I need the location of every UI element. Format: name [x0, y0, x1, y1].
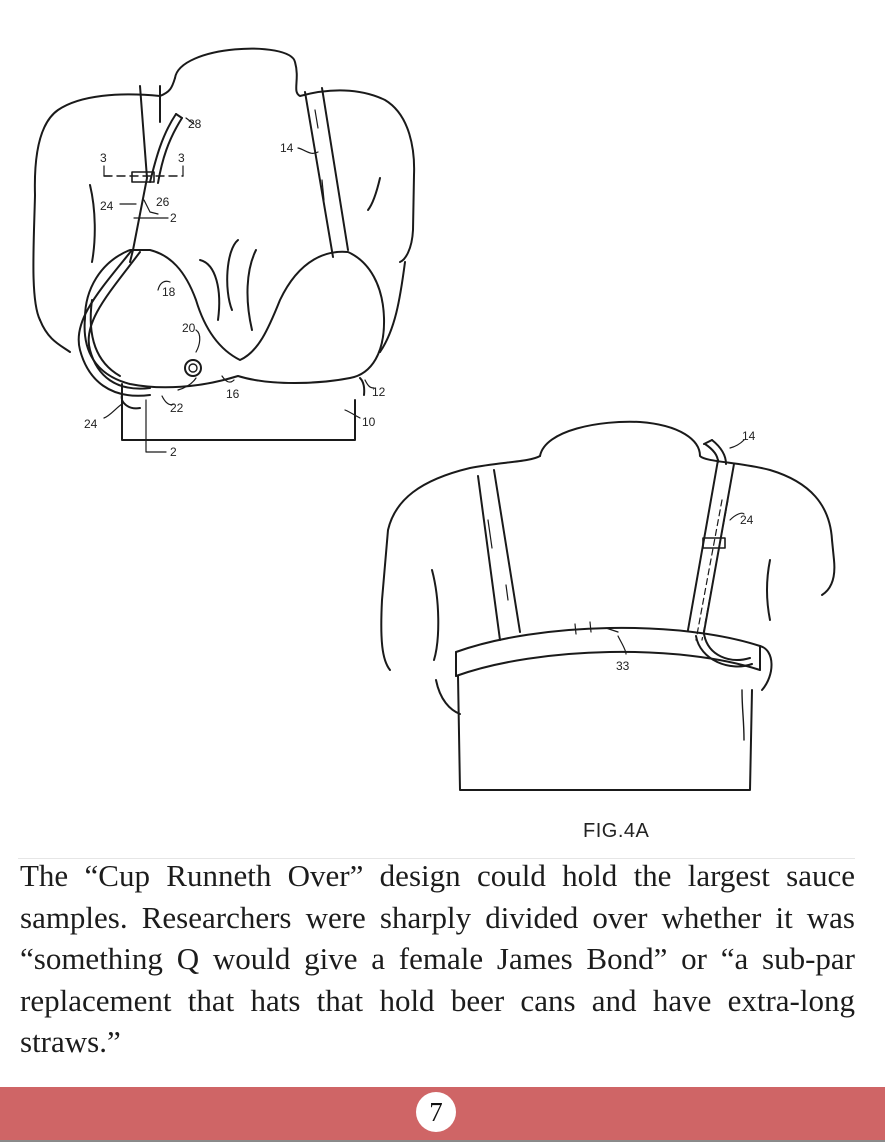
- ref-label: 12: [372, 385, 386, 399]
- ref-label: 24: [84, 417, 98, 431]
- ref-label: 2: [170, 445, 177, 459]
- ref-label: 33: [616, 659, 630, 673]
- ref-label: 22: [170, 401, 184, 415]
- ref-label: 18: [162, 285, 176, 299]
- ref-label: 14: [280, 141, 294, 155]
- ref-label: 14: [742, 429, 756, 443]
- back-view-drawing: [381, 422, 834, 790]
- figure-caption: FIG.4A: [583, 820, 650, 842]
- ref-label: 20: [182, 321, 196, 335]
- body-paragraph: The “Cup Runneth Over” design could hold the largest sauce samples. Researchers were sharply divided over whether it was “something Q would give a female James Bond” or “a sub-par replacement that hats that hold beer cans and have extra-long straws.”: [20, 858, 855, 1059]
- ref-label: 26: [156, 195, 170, 209]
- ref-label: 16: [226, 387, 240, 401]
- ref-label: 3: [178, 151, 185, 165]
- ref-label: 28: [188, 117, 202, 131]
- ref-label: 2: [170, 211, 177, 225]
- front-view-drawing: [33, 49, 414, 452]
- ref-label: 3: [100, 151, 107, 165]
- ref-label: 10: [362, 415, 376, 429]
- ref-label: 24: [740, 513, 754, 527]
- ref-label: 24: [100, 199, 114, 213]
- page-number: 7: [416, 1092, 456, 1132]
